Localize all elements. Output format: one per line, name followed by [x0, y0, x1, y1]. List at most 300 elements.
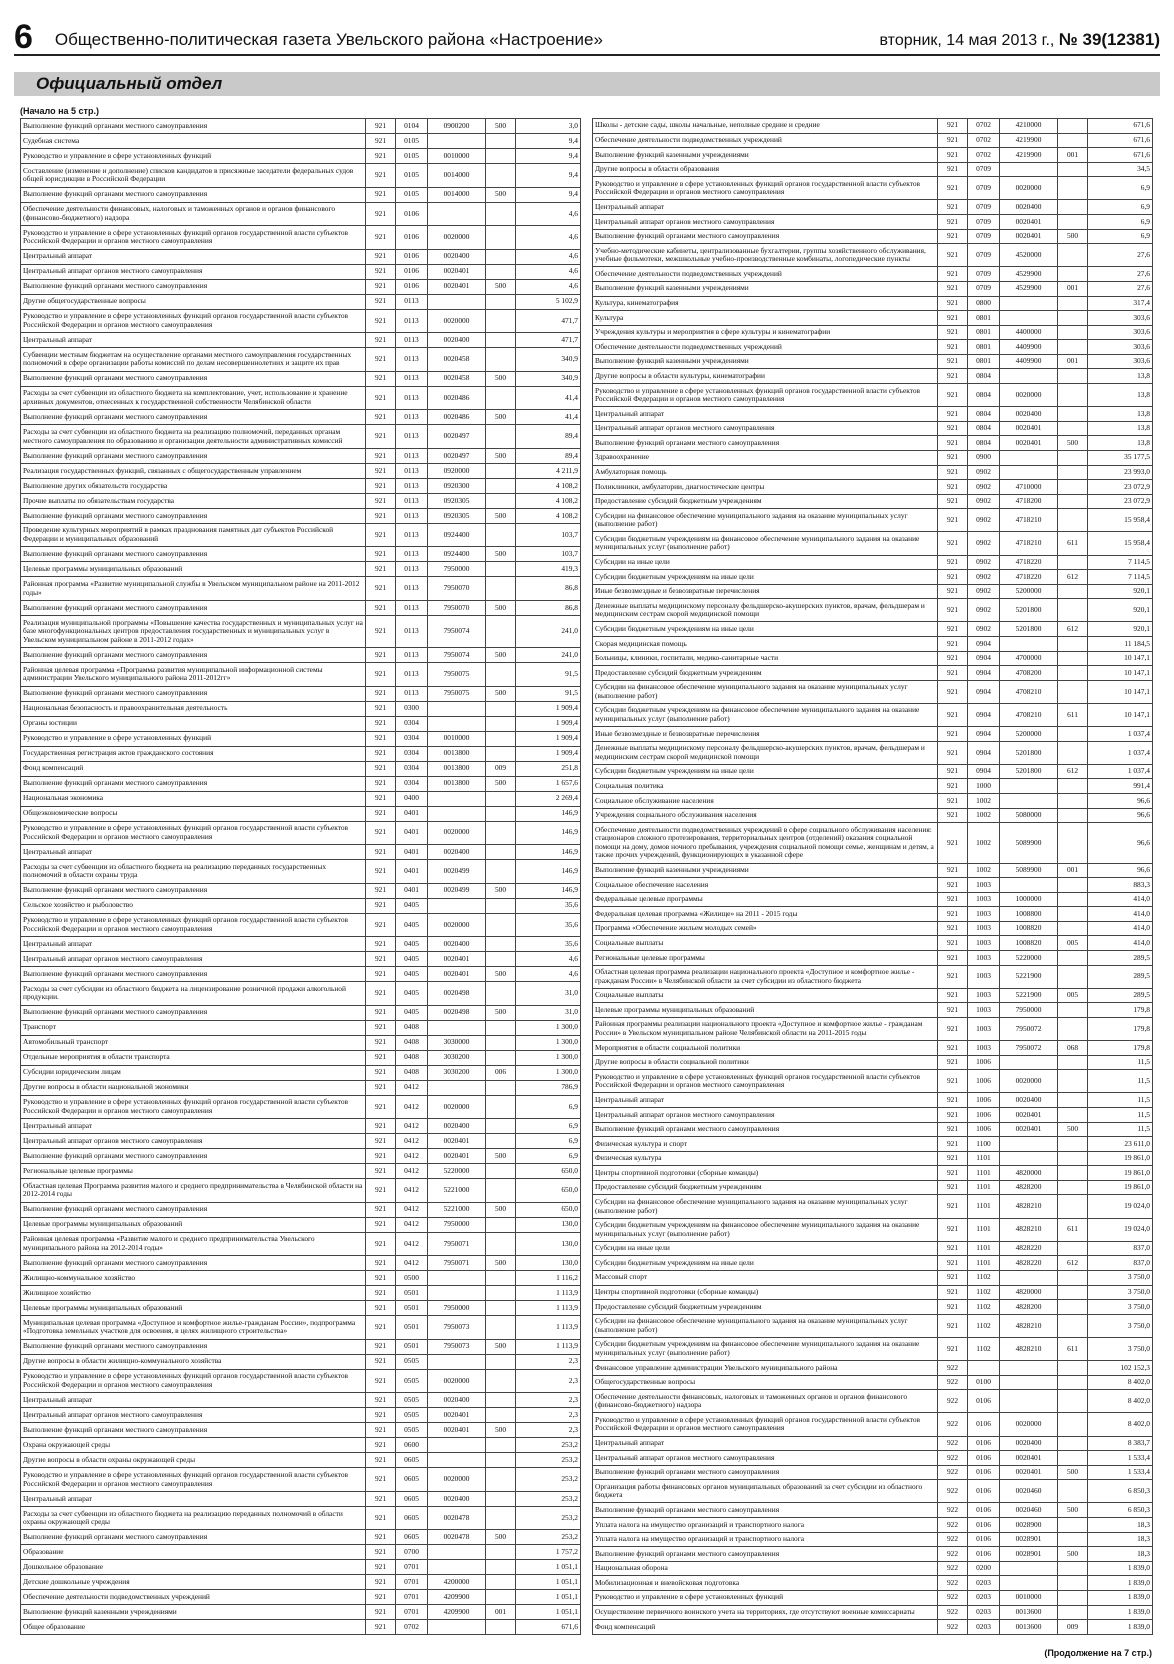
admin-code: 921 — [938, 450, 968, 465]
item-name: Автомобильный транспорт — [21, 1035, 366, 1050]
admin-code: 921 — [938, 244, 968, 267]
target-code: 4210000 — [1000, 119, 1058, 134]
amount: 4,6 — [516, 264, 581, 279]
expense-type-code — [1058, 1361, 1088, 1376]
target-code: 0020458 — [428, 371, 486, 386]
item-name: Выполнение функций органами местного самоуправления — [593, 1122, 938, 1137]
item-name: Расходы за счет субвенции из областного бюджета на реализацию переданных государственных полномочий в области охраны труда — [21, 860, 366, 884]
item-name: Уплата налога на имущество организаций и транспортного налога — [593, 1518, 938, 1533]
expense-type-code: 500 — [486, 1530, 516, 1545]
expense-type-code — [1058, 1300, 1088, 1315]
section-code: 0106 — [968, 1465, 1000, 1480]
target-code: 0020400 — [1000, 407, 1058, 422]
admin-code: 921 — [938, 509, 968, 532]
table-row — [593, 450, 1153, 465]
admin-code: 921 — [366, 1134, 396, 1149]
table-row — [21, 1530, 581, 1545]
issue-info — [880, 30, 1160, 54]
table-row — [593, 1590, 1153, 1605]
target-code: 5220000 — [1000, 951, 1058, 966]
section-code: 0902 — [968, 584, 1000, 599]
item-name: Субсидии на финансовое обеспечение муниципального задания на оказание муниципальных услуг (выполнение работ) — [593, 509, 938, 532]
target-code: 1008820 — [1000, 936, 1058, 951]
target-code: 4718220 — [1000, 570, 1058, 585]
admin-code: 921 — [366, 1035, 396, 1050]
section-code: 1100 — [968, 1137, 1000, 1152]
admin-code: 921 — [366, 133, 396, 148]
target-code: 0013800 — [428, 761, 486, 776]
target-code: 0020401 — [1000, 436, 1058, 451]
target-code — [428, 1286, 486, 1301]
item-name: Прочие выплаты по обязательствам государства — [21, 493, 366, 508]
admin-code: 921 — [366, 1286, 396, 1301]
amount: 2 269,4 — [516, 791, 581, 806]
target-code: 0020497 — [428, 425, 486, 449]
admin-code: 921 — [366, 860, 396, 884]
section-code: 0904 — [968, 666, 1000, 681]
expense-type-code: 500 — [486, 187, 516, 202]
section-code: 0702 — [968, 119, 1000, 134]
item-name: Центральный аппарат органов местного самоуправления — [21, 1134, 366, 1149]
amount: 471,7 — [516, 333, 581, 348]
section-code: 1002 — [968, 823, 1000, 863]
amount: 19 861,0 — [1088, 1166, 1153, 1181]
section-code: 0405 — [396, 937, 428, 952]
table-row — [593, 281, 1153, 296]
item-name: Охрана окружающей среды — [21, 1438, 366, 1453]
item-name: Фонд компенсаций — [593, 1620, 938, 1635]
item-name: Региональные целевые программы — [593, 951, 938, 966]
expense-type-code — [486, 845, 516, 860]
table-row — [593, 727, 1153, 742]
item-name: Центральный аппарат органов местного самоуправления — [21, 952, 366, 967]
section-code: 0804 — [968, 436, 1000, 451]
amount: 9,4 — [516, 148, 581, 163]
amount: 11 184,5 — [1088, 637, 1153, 652]
target-code: 0020400 — [1000, 200, 1058, 215]
admin-code: 921 — [366, 1271, 396, 1286]
section-code: 0113 — [396, 448, 428, 463]
target-code: 4828210 — [1000, 1195, 1058, 1218]
section-code: 0408 — [396, 1035, 428, 1050]
section-code: 0113 — [396, 615, 428, 647]
amount: 1 839,0 — [1088, 1620, 1153, 1635]
amount: 6,9 — [1088, 200, 1153, 215]
section-code: 1006 — [968, 1055, 1000, 1070]
item-name: Обеспечение деятельности подведомственных учреждений — [21, 1590, 366, 1605]
item-name: Скорая медицинская помощь — [593, 637, 938, 652]
table-row — [21, 577, 581, 601]
item-name: Денежные выплаты медицинскому персоналу фельдшерско-акушерских пунктов, врачам, фельдшерам и медицинским сестрам скорой медицинской помощи — [593, 741, 938, 764]
table-row — [593, 584, 1153, 599]
item-name: Расходы за счет субвенции из областного бюджета на реализацию полномочий, переданных органам местного самоуправления по образованию и организации деятельности административных комиссий — [21, 425, 366, 449]
target-code: 4820000 — [1000, 1166, 1058, 1181]
admin-code: 921 — [366, 898, 396, 913]
target-code: 0020401 — [428, 264, 486, 279]
target-code — [1000, 878, 1058, 893]
amount: 86,8 — [516, 600, 581, 615]
expense-type-code — [486, 1545, 516, 1560]
expense-type-code — [1058, 1017, 1088, 1040]
expense-type-code — [1058, 951, 1088, 966]
admin-code: 921 — [938, 267, 968, 282]
item-name: Финансовое управление администрации Увельского муниципального района — [593, 1361, 938, 1376]
target-code: 7950070 — [428, 577, 486, 601]
admin-code: 922 — [938, 1451, 968, 1466]
target-code: 0920305 — [428, 493, 486, 508]
expense-type-code — [1058, 200, 1088, 215]
amount: 13,8 — [1088, 407, 1153, 422]
item-name: Расходы за счет субвенции из областного бюджета на комплектование, учет, использование и хранение архивных документов, отнесенных к государственной собственности Челябинской области — [21, 386, 366, 410]
target-code: 4718210 — [1000, 532, 1058, 555]
admin-code: 921 — [366, 1369, 396, 1393]
section-code: 0700 — [396, 1545, 428, 1560]
amount: 41,4 — [516, 410, 581, 425]
section-code: 0904 — [968, 680, 1000, 703]
target-code: 7950073 — [428, 1339, 486, 1354]
item-name: Жилищно-коммунальное хозяйство — [21, 1271, 366, 1286]
expense-type-code: 009 — [1058, 1620, 1088, 1635]
item-name: Выполнение функций органами местного самоуправления — [21, 187, 366, 202]
expense-type-code — [1058, 1195, 1088, 1218]
item-name: Руководство и управление в сфере установленных функций органов государственной власти субъектов Российской Федерации и органов местного самоуправления — [593, 384, 938, 407]
admin-code: 921 — [366, 731, 396, 746]
table-row — [593, 808, 1153, 823]
expense-type-code: 500 — [486, 883, 516, 898]
section-code: 0408 — [396, 1020, 428, 1035]
amount: 1 051,1 — [516, 1575, 581, 1590]
item-name: Центры спортивной подготовки (сборные команды) — [593, 1285, 938, 1300]
expense-type-code: 001 — [486, 1605, 516, 1620]
admin-code: 921 — [938, 311, 968, 326]
expense-type-code — [1058, 384, 1088, 407]
admin-code: 921 — [938, 863, 968, 878]
item-name: Целевые программы муниципальных образований — [593, 1003, 938, 1018]
section-code: 0702 — [396, 1620, 428, 1635]
section-code: 0412 — [396, 1095, 428, 1119]
budget-table-left — [20, 118, 581, 1635]
target-code: 4219900 — [1000, 148, 1058, 163]
table-row — [593, 1314, 1153, 1337]
admin-code: 921 — [366, 967, 396, 982]
amount: 1 113,9 — [516, 1301, 581, 1316]
item-name: Субсидии бюджетным учреждениям на иные цели — [593, 570, 938, 585]
table-row — [593, 480, 1153, 495]
table-row — [593, 1041, 1153, 1056]
amount: 41,4 — [516, 386, 581, 410]
target-code — [428, 1020, 486, 1035]
table-row — [593, 703, 1153, 726]
item-name: Субсидии бюджетным учреждениям на иные цели — [593, 1256, 938, 1271]
table-row — [593, 215, 1153, 230]
amount: 671,6 — [1088, 119, 1153, 134]
admin-code: 921 — [938, 584, 968, 599]
target-code: 7950000 — [1000, 1003, 1058, 1018]
item-name: Целевые программы муниципальных образований — [21, 1301, 366, 1316]
target-code — [1000, 637, 1058, 652]
item-name: Субсидии бюджетным учреждениям на финансовое обеспечение муниципального задания на оказание муниципальных услуг (выполнение работ) — [593, 1218, 938, 1241]
item-name: Субсидии бюджетным учреждениям на финансовое обеспечение муниципального задания на оказание муниципальных услуг (выполнение работ) — [593, 532, 938, 555]
item-name: Руководство и управление в сфере установленных функций органов государственной власти субъектов Российской Федерации и органов местного самоуправления — [21, 1095, 366, 1119]
table-row — [21, 1369, 581, 1393]
expense-type-code — [1058, 1576, 1088, 1591]
table-row — [593, 200, 1153, 215]
expense-type-code — [1058, 794, 1088, 809]
section-code: 0505 — [396, 1423, 428, 1438]
item-name: Выполнение функций органами местного самоуправления — [21, 648, 366, 663]
amount: 1 037,4 — [1088, 727, 1153, 742]
expense-type-code: 500 — [486, 279, 516, 294]
admin-code: 921 — [366, 333, 396, 348]
admin-code: 921 — [366, 1256, 396, 1271]
admin-code: 922 — [938, 1561, 968, 1576]
item-name: Региональные целевые программы — [21, 1164, 366, 1179]
table-row — [21, 226, 581, 250]
section-code: 1002 — [968, 863, 1000, 878]
section-code: 0900 — [968, 450, 1000, 465]
amount: 1 909,4 — [516, 731, 581, 746]
admin-code: 921 — [938, 666, 968, 681]
amount: 35,6 — [516, 898, 581, 913]
item-name: Центральный аппарат — [21, 845, 366, 860]
admin-code: 921 — [938, 808, 968, 823]
admin-code: 921 — [366, 448, 396, 463]
section-code: 0106 — [396, 279, 428, 294]
admin-code: 921 — [366, 1408, 396, 1423]
item-name: Социальные выплаты — [593, 936, 938, 951]
amount: 6,9 — [516, 1119, 581, 1134]
expense-type-code: 612 — [1058, 570, 1088, 585]
target-code: 5201800 — [1000, 599, 1058, 622]
item-name: Субсидии бюджетным учреждениям на иные цели — [593, 764, 938, 779]
target-code: 3030200 — [428, 1065, 486, 1080]
target-code: 0020401 — [1000, 421, 1058, 436]
admin-code: 922 — [938, 1361, 968, 1376]
target-code: 0020498 — [428, 982, 486, 1006]
table-row — [593, 599, 1153, 622]
expense-type-code — [486, 348, 516, 372]
admin-code: 922 — [938, 1620, 968, 1635]
table-row — [21, 1506, 581, 1530]
item-name: Здравоохранение — [593, 450, 938, 465]
amount: 11,5 — [1088, 1055, 1153, 1070]
admin-code: 921 — [938, 340, 968, 355]
expense-type-code — [1058, 369, 1088, 384]
section-code: 1006 — [968, 1093, 1000, 1108]
section-code: 1003 — [968, 1041, 1000, 1056]
expense-type-code: 001 — [1058, 863, 1088, 878]
item-name: Выполнение функций органами местного самоуправления — [593, 1503, 938, 1518]
table-row — [21, 1590, 581, 1605]
item-name: Областная целевая программа реализации национального проекта «Доступное и комфортное жилье - гражданам России» в Челябинской области за счет субсидии из областного бюджета — [593, 965, 938, 988]
item-name: Субсидии на иные цели — [593, 1241, 938, 1256]
section-code: 0904 — [968, 741, 1000, 764]
expense-type-code: 612 — [1058, 764, 1088, 779]
target-code: 7950075 — [428, 663, 486, 687]
item-name: Культура — [593, 311, 938, 326]
expense-type-code — [1058, 1413, 1088, 1436]
table-row — [593, 148, 1153, 163]
section-code: 0902 — [968, 532, 1000, 555]
admin-code: 921 — [938, 727, 968, 742]
item-name: Выполнение функций органами местного самоуправления — [21, 686, 366, 701]
section-code: 0801 — [968, 340, 1000, 355]
item-name: Выполнение функций казенными учреждениями — [593, 148, 938, 163]
item-name: Субвенции местным бюджетам на осуществление органами местного самоуправления государственных полномочий в сфере организации работы комиссий по делам несовершеннолетних и защите их прав — [21, 348, 366, 372]
target-code: 4828200 — [1000, 1300, 1058, 1315]
target-code — [1000, 1561, 1058, 1576]
section-code: 1102 — [968, 1337, 1000, 1360]
target-code: 0020486 — [428, 386, 486, 410]
amount: 4 108,2 — [516, 478, 581, 493]
section-code: 0501 — [396, 1316, 428, 1340]
table-row — [21, 1179, 581, 1203]
target-code — [1000, 1055, 1058, 1070]
table-row — [21, 731, 581, 746]
table-row — [21, 898, 581, 913]
amount: 15 958,4 — [1088, 532, 1153, 555]
target-code: 4708210 — [1000, 680, 1058, 703]
section-code: 0902 — [968, 570, 1000, 585]
section-code: 1000 — [968, 779, 1000, 794]
target-code: 7950075 — [428, 686, 486, 701]
expense-type-code — [486, 1232, 516, 1256]
section-code: 0104 — [396, 119, 428, 134]
target-code: 5221900 — [1000, 965, 1058, 988]
admin-code: 921 — [366, 463, 396, 478]
item-name: Районная целевая программа «Развитие малого и среднего предпринимательства Увельского муниципального района на 2012-2014 годы» — [21, 1232, 366, 1256]
expense-type-code — [486, 731, 516, 746]
amount: 671,6 — [516, 1620, 581, 1635]
item-name: Центральный аппарат органов местного самоуправления — [593, 1451, 938, 1466]
section-code: 0904 — [968, 637, 1000, 652]
admin-code: 921 — [938, 532, 968, 555]
amount: 27,6 — [1088, 244, 1153, 267]
section-code: 0412 — [396, 1080, 428, 1095]
admin-code: 921 — [366, 1545, 396, 1560]
table-row — [593, 1003, 1153, 1018]
target-code: 0020401 — [1000, 1451, 1058, 1466]
admin-code: 921 — [938, 407, 968, 422]
target-code — [1000, 296, 1058, 311]
amount: 4,6 — [516, 967, 581, 982]
expense-type-code — [1058, 267, 1088, 282]
admin-code: 921 — [366, 1393, 396, 1408]
amount: 11,5 — [1088, 1108, 1153, 1123]
target-code: 0020401 — [428, 967, 486, 982]
table-row — [21, 1149, 581, 1164]
expense-type-code: 006 — [486, 1065, 516, 1080]
expense-type-code: 500 — [1058, 1122, 1088, 1137]
table-row — [593, 1070, 1153, 1093]
admin-code: 921 — [938, 1151, 968, 1166]
item-name: Школы - детские сады, школы начальные, неполные средние и средние — [593, 119, 938, 134]
amount: 253,2 — [516, 1468, 581, 1492]
item-name: Федеральные целевые программы — [593, 892, 938, 907]
target-code — [428, 806, 486, 821]
item-name: Культура, кинематография — [593, 296, 938, 311]
admin-code: 921 — [938, 1195, 968, 1218]
target-code: 0020401 — [428, 1134, 486, 1149]
amount: 317,4 — [1088, 296, 1153, 311]
amount: 2,3 — [516, 1408, 581, 1423]
section-code: 0408 — [396, 1065, 428, 1080]
expense-type-code: 500 — [1058, 229, 1088, 244]
amount: 13,8 — [1088, 369, 1153, 384]
table-row — [593, 1605, 1153, 1620]
amount: 414,0 — [1088, 907, 1153, 922]
section-code: 0106 — [968, 1451, 1000, 1466]
target-code — [1000, 465, 1058, 480]
section-code: 0106 — [968, 1547, 1000, 1562]
amount: 8 402,0 — [1088, 1413, 1153, 1436]
expense-type-code — [1058, 325, 1088, 340]
section-code: 0100 — [968, 1375, 1000, 1390]
expense-type-code — [1058, 494, 1088, 509]
amount: 10 147,1 — [1088, 703, 1153, 726]
admin-code: 921 — [938, 703, 968, 726]
amount: 1 839,0 — [1088, 1576, 1153, 1591]
section-code: 0904 — [968, 727, 1000, 742]
budget-table-right-body — [593, 119, 1153, 1635]
expense-type-code: 068 — [1058, 1041, 1088, 1056]
amount: 1 533,4 — [1088, 1451, 1153, 1466]
section-code: 0106 — [396, 226, 428, 250]
target-code: 0020460 — [1000, 1480, 1058, 1503]
expense-type-code: 500 — [1058, 436, 1088, 451]
target-code: 0020401 — [428, 279, 486, 294]
amount: 920,1 — [1088, 584, 1153, 599]
expense-type-code — [486, 1438, 516, 1453]
table-row — [593, 244, 1153, 267]
target-code: 7950072 — [1000, 1017, 1058, 1040]
table-row — [21, 279, 581, 294]
item-name: Национальная экономика — [21, 791, 366, 806]
admin-code: 921 — [938, 936, 968, 951]
section-code: 0400 — [396, 791, 428, 806]
table-row — [21, 663, 581, 687]
target-code: 0028901 — [1000, 1532, 1058, 1547]
item-name: Выполнение функций органами местного самоуправления — [593, 1547, 938, 1562]
section-code: 0401 — [396, 806, 428, 821]
section-code: 0501 — [396, 1339, 428, 1354]
expense-type-code — [1058, 680, 1088, 703]
admin-code: 921 — [938, 555, 968, 570]
section-code: 0106 — [968, 1480, 1000, 1503]
item-name: Поликлиники, амбулатории, диагностические центры — [593, 480, 938, 495]
amount: 1 113,9 — [516, 1316, 581, 1340]
admin-code: 921 — [938, 622, 968, 637]
item-name: Выполнение функций органами местного самоуправления — [21, 1149, 366, 1164]
amount: 10 147,1 — [1088, 666, 1153, 681]
table-row — [593, 666, 1153, 681]
section-code: 0106 — [968, 1518, 1000, 1533]
target-code — [1000, 162, 1058, 177]
amount: 5 102,9 — [516, 294, 581, 309]
expense-type-code: 500 — [486, 776, 516, 791]
expense-type-code — [486, 1393, 516, 1408]
admin-code: 921 — [366, 1179, 396, 1203]
expense-type-code — [1058, 407, 1088, 422]
amount: 4 108,2 — [516, 493, 581, 508]
amount: 1 533,4 — [1088, 1465, 1153, 1480]
amount: 27,6 — [1088, 281, 1153, 296]
table-row — [21, 493, 581, 508]
amount: 23 611,0 — [1088, 1137, 1153, 1152]
section-code: 0804 — [968, 369, 1000, 384]
item-name: Целевые программы муниципальных образований — [21, 1217, 366, 1232]
expense-type-code — [486, 1286, 516, 1301]
